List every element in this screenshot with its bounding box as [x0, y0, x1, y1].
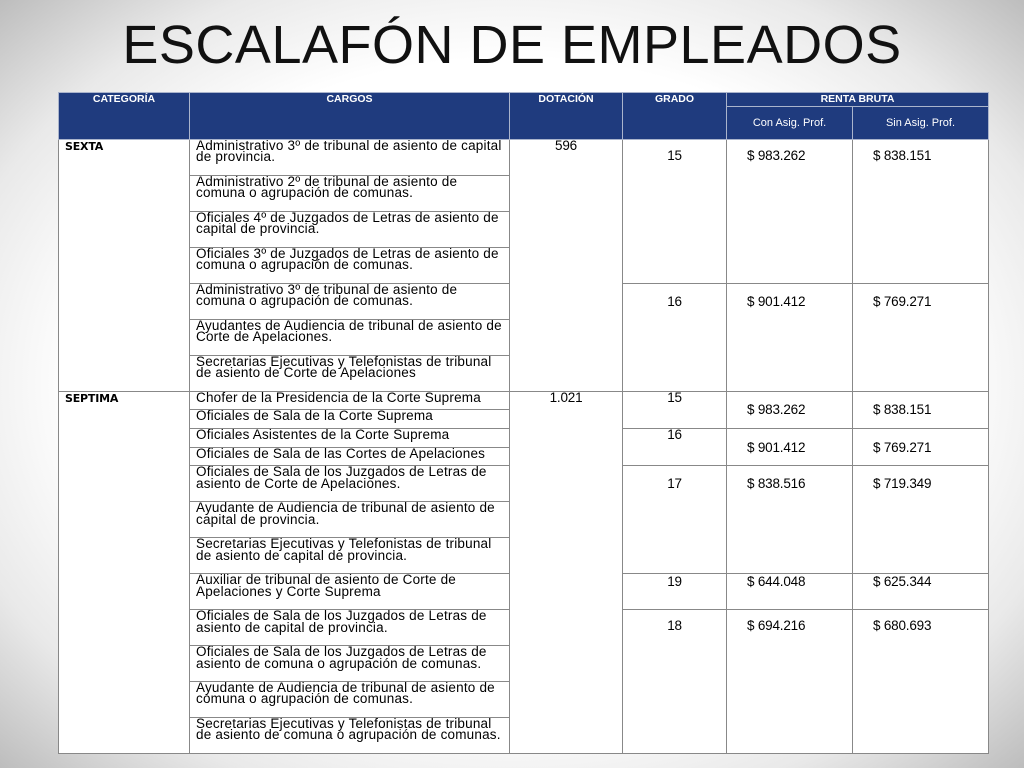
grado-cell: 15	[623, 140, 727, 284]
renta-con-cell: $ 901.412	[727, 429, 853, 466]
table-row	[59, 140, 989, 176]
grado-cell: 17	[623, 466, 727, 574]
escalafon-table	[58, 92, 989, 754]
cargo-cell: Oficiales de Sala de las Cortes de Apelaciones	[190, 447, 510, 466]
header-sin-asig: Sin Asig. Prof.	[853, 107, 989, 140]
header-grado: GRADO	[623, 93, 727, 140]
cargo-cell: Oficiales de Sala de los Juzgados de Letras de asiento de capital de provincia.	[190, 610, 510, 646]
cargo-cell: Oficiales 4º de Juzgados de Letras de asiento de capital de provincia.	[190, 211, 510, 247]
category-septima: SEPTIMA	[59, 391, 190, 753]
cargo-cell: Secretarias Ejecutivas y Telefonistas de tribunal de asiento de comuna o agrupación de comunas.	[190, 718, 510, 754]
grado-cell: 18	[623, 610, 727, 754]
category-sexta: SEXTA	[59, 140, 190, 392]
renta-con-cell: $ 644.048	[727, 574, 853, 610]
cargo-cell: Secretarias Ejecutivas y Telefonistas de tribunal de asiento de Corte de Apelaciones	[190, 355, 510, 391]
cargo-cell: Oficiales de Sala de la Corte Suprema	[190, 410, 510, 429]
renta-sin-cell: $ 625.344	[853, 574, 989, 610]
header-categoria: CATEGORÍA	[59, 93, 190, 140]
renta-sin-cell: $ 838.151	[853, 391, 989, 428]
renta-con-cell: $ 838.516	[727, 466, 853, 574]
cargo-cell: Oficiales de Sala de los Juzgados de Letras de asiento de comuna o agrupación de comunas.	[190, 646, 510, 682]
grado-cell: 19	[623, 574, 727, 610]
dotacion-septima: 1.021	[510, 391, 623, 753]
grado-cell: 16	[623, 283, 727, 391]
renta-con-cell: $ 901.412	[727, 283, 853, 391]
renta-sin-cell: $ 838.151	[853, 140, 989, 284]
renta-sin-cell: $ 680.693	[853, 610, 989, 754]
cargo-cell: Secretarias Ejecutivas y Telefonistas de tribunal de asiento de capital de provincia.	[190, 538, 510, 574]
cargo-cell: Ayudante de Audiencia de tribunal de asiento de comuna o agrupación de comunas.	[190, 682, 510, 718]
renta-sin-cell: $ 719.349	[853, 466, 989, 574]
renta-con-cell: $ 694.216	[727, 610, 853, 754]
cargo-cell: Auxiliar de tribunal de asiento de Corte de Apelaciones y Corte Suprema	[190, 574, 510, 610]
cargo-cell: Administrativo 3º de tribunal de asiento de capital de provincia.	[190, 140, 510, 176]
cargo-cell: Ayudante de Audiencia de tribunal de asiento de capital de provincia.	[190, 502, 510, 538]
renta-sin-cell: $ 769.271	[853, 283, 989, 391]
header-cargos: CARGOS	[190, 93, 510, 140]
table-row	[59, 391, 989, 410]
slide-title: ESCALAFÓN DE EMPLEADOS	[122, 15, 902, 75]
header-dotacion: DOTACIÓN	[510, 93, 623, 140]
grado-cell: 15	[623, 391, 727, 428]
cargo-cell: Ayudantes de Audiencia de tribunal de asiento de Corte de Apelaciones.	[190, 319, 510, 355]
renta-con-cell: $ 983.262	[727, 391, 853, 428]
cargo-cell: Administrativo 2º de tribunal de asiento de comuna o agrupación de comunas.	[190, 175, 510, 211]
cargo-cell: Oficiales 3º de Juzgados de Letras de asiento de comuna o agrupación de comunas.	[190, 247, 510, 283]
dotacion-sexta: 596	[510, 140, 623, 392]
header-con-asig: Con Asig. Prof.	[727, 107, 853, 140]
header-renta-bruta: RENTA BRUTA	[727, 93, 989, 107]
grado-cell: 16	[623, 429, 727, 466]
renta-con-cell: $ 983.262	[727, 140, 853, 284]
cargo-cell: Administrativo 3º de tribunal de asiento de comuna o agrupación de comunas.	[190, 283, 510, 319]
cargo-cell: Oficiales Asistentes de la Corte Suprema	[190, 429, 510, 448]
renta-sin-cell: $ 769.271	[853, 429, 989, 466]
escalafon-table-container	[58, 92, 988, 754]
cargo-cell: Chofer de la Presidencia de la Corte Suprema	[190, 391, 510, 410]
cargo-cell: Oficiales de Sala de los Juzgados de Letras de asiento de Corte de Apelaciones.	[190, 466, 510, 502]
